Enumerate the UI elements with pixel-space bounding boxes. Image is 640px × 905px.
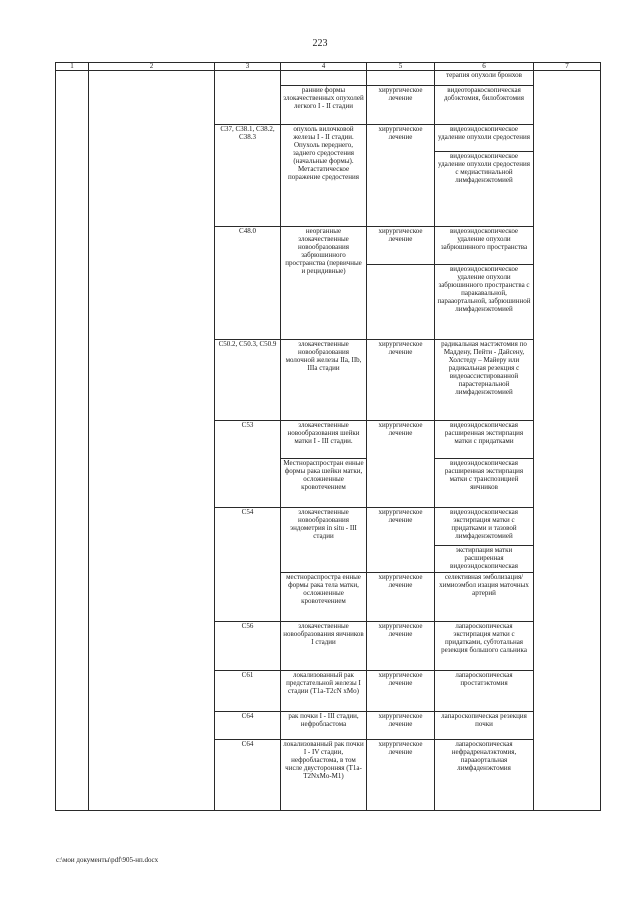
codes-cell: C56 — [215, 622, 281, 671]
codes-cell: C54 — [215, 508, 281, 622]
treatment-cell: лапароскопическая простатэктомия — [435, 671, 534, 712]
condition-cell: локализованный рак предстательной железы I стадии (T1a-T2cN xMo) — [281, 671, 367, 712]
condition-cell: рак почки I - III стадии, нефробластома — [281, 712, 367, 740]
column-header-2: 2 — [89, 63, 215, 71]
procedures-table — [55, 62, 601, 811]
table-header-row — [56, 63, 601, 71]
therapy-cell — [367, 265, 435, 340]
treatment-cell: видеоэндоскопическое удаление опухоли средостения с медиастинальной лимфаденэктомией — [435, 152, 534, 227]
therapy-cell: хирургическое лечение — [367, 573, 435, 622]
therapy-cell: хирургическое лечение — [367, 421, 435, 508]
codes-cell: C64 — [215, 712, 281, 740]
treatment-cell: селективная эмболизация/химиоэмбол изация маточных артерий — [435, 573, 534, 622]
condition-cell: неорганные злокачественные новообразования забрюшинного пространства (первичные и рецидивные) — [281, 227, 367, 340]
condition-cell: локализованный рак почки I - IV стадии, нефробластома, в том числе двусторонняя (T1a-T2NxMo-M1) — [281, 740, 367, 811]
col7-cell — [534, 71, 601, 811]
condition-cell: опухоль вилочковой железы I - II стадии. Опухоль переднего, заднего средостения (начальные формы). Метастатическое поражение средостения — [281, 125, 367, 227]
treatment-cell: лапароскопическая нефрадреналэктомия, парааортальная лимфаденэктомия — [435, 740, 534, 811]
treatment-cell: видеоторакоскопическая добэктомия, билобэктомия — [435, 86, 534, 125]
file-path-footer: c:\мои документы\pdf\905-нп.docx — [56, 856, 159, 864]
treatment-cell: радикальная мастэктомия по Маддену, Пейти - Дайсену, Холстеду – Майеру или радикальная резекция с видеоассистированной парастернальной лимфаденэктомией — [435, 340, 534, 421]
condition-cell: злокачественные новообразования эндометрия in situ - III стадии — [281, 508, 367, 573]
column-header-5: 5 — [367, 63, 435, 71]
codes-cell: C64 — [215, 740, 281, 811]
column-header-6: 6 — [435, 63, 534, 71]
treatment-cell: видеоэндоскопическая расширенная экстирпация матки с транспозицией яичников — [435, 459, 534, 508]
table-row — [56, 71, 601, 86]
therapy-cell: хирургическое лечение — [367, 740, 435, 811]
therapy-cell: хирургическое лечение — [367, 125, 435, 227]
condition-cell — [281, 71, 367, 86]
treatment-cell: видеоэндоскопическое удаление опухоли средостения — [435, 125, 534, 152]
treatment-cell: лапароскопическая экстирпация матки с придатками, субтотальная резекция большого сальника — [435, 622, 534, 671]
therapy-cell: хирургическое лечение — [367, 712, 435, 740]
therapy-cell: хирургическое лечение — [367, 227, 435, 265]
condition-cell: Местнораспростран енные формы рака шейки матки, осложненные кровотечением — [281, 459, 367, 508]
column-header-7: 7 — [534, 63, 601, 71]
therapy-cell: хирургическое лечение — [367, 508, 435, 573]
treatment-cell: лапароскопическая резекция почки — [435, 712, 534, 740]
codes-cell — [215, 71, 281, 125]
condition-cell: злокачественные новообразования шейки матки I - III стадии. — [281, 421, 367, 459]
treatment-cell: экстирпация матки расширенная видеоэндоскопическая — [435, 546, 534, 573]
condition-cell: ранние формы злокачественных опухолей легкого I - II стадии — [281, 86, 367, 125]
treatment-cell: видеоэндоскопическая расширенная экстирпация матки с придатками — [435, 421, 534, 459]
therapy-cell: хирургическое лечение — [367, 340, 435, 421]
codes-cell: C50.2, C50.3, C50.9 — [215, 340, 281, 421]
therapy-cell: хирургическое лечение — [367, 671, 435, 712]
codes-cell: C61 — [215, 671, 281, 712]
treatment-cell: видеоэндоскопическое удаление опухоли забрюшинного пространства — [435, 227, 534, 265]
condition-cell: злокачественные новообразования молочной железы IIa, IIb, IIIa стадии — [281, 340, 367, 421]
column-header-4: 4 — [281, 63, 367, 71]
column-header-1: 1 — [56, 63, 89, 71]
treatment-cell: видеоэндоскопическая экстирпация матки с придатками и тазовой лимфаденэктомией — [435, 508, 534, 546]
condition-cell: злокачественные новообразования яичников I стадии — [281, 622, 367, 671]
column-header-3: 3 — [215, 63, 281, 71]
codes-cell: C53 — [215, 421, 281, 508]
page-number: 223 — [312, 38, 328, 49]
codes-cell: C37, C38.1, C38.2, C38.3 — [215, 125, 281, 227]
therapy-cell: хирургическое лечение — [367, 86, 435, 125]
therapy-cell: хирургическое лечение — [367, 622, 435, 671]
codes-cell: C48.0 — [215, 227, 281, 340]
treatment-cell: видеоэндоскопическое удаление опухоли забрюшинного пространства с паракавальной, парааортальной, забрюшинной лимфаденэктомией — [435, 265, 534, 340]
condition-cell: местнораспростра енные формы рака тела матки, осложненные кровотечением — [281, 573, 367, 622]
treatment-cell: терапия опухоли бронхов — [435, 71, 534, 86]
col2-cell — [89, 71, 215, 811]
col1-cell — [56, 71, 89, 811]
therapy-cell — [367, 71, 435, 86]
